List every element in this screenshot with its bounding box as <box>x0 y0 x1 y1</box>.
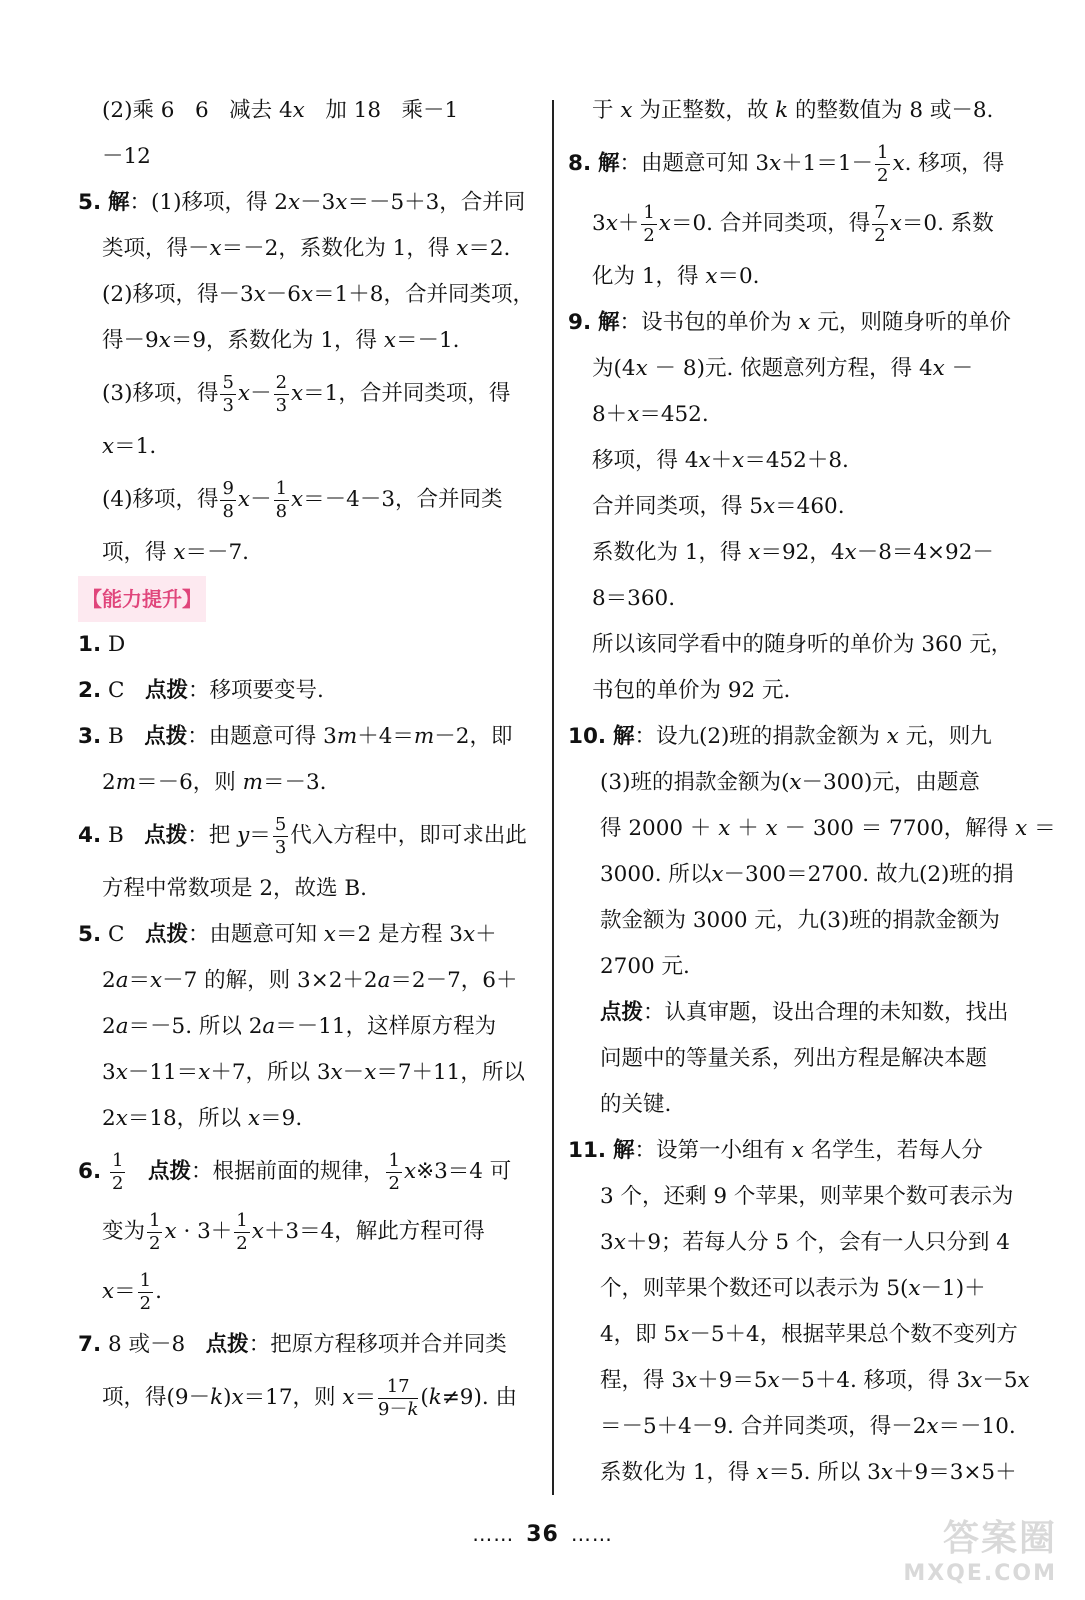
answer-1: 1. D <box>78 632 126 657</box>
q10-line: 10. 解：设九(2)班的捐款金额为 x 元，则九 <box>568 724 992 749</box>
text-line: 为(4x － 8)元. 依题意列方程，得 4x － <box>592 356 974 381</box>
watermark-logo <box>903 1510 1057 1586</box>
answer-5: 5. C 点拨：由题意可知 x＝2 是方程 3x＋ <box>78 922 497 947</box>
section-heading: 【能力提升】 <box>78 576 548 622</box>
text-line: 移项，得 4x＋x＝452＋8. <box>592 448 849 473</box>
text-line: 款金额为 3000 元，九(3)班的捐款金额为 <box>600 908 1000 933</box>
text-line: 项，得(9－k)x＝17，则 x＝ $\frac{17}{9-k}$ (k≠9). 由 <box>102 1375 518 1420</box>
answer-3: 3. B 点拨：由题意可得 3m＋4＝m－2，即 <box>78 724 513 749</box>
text-line: 3x－11＝x＋7，所以 3x－x＝7＋11，所以 <box>102 1060 525 1085</box>
text-line: 方程中常数项是 2，故选 B. <box>102 876 367 901</box>
text-line: 书包的单价为 92 元. <box>592 678 791 703</box>
text-line: 点拨：认真审题，设出合理的未知数，找出 <box>600 1000 1009 1025</box>
text-line: 变为 $\frac{1}{2}$ x · 3＋ $\frac{1}{2}$ x＋3＝4，解此方程可得 <box>102 1209 485 1254</box>
text-line: 3000. 所以x－300＝2700. 故九(2)班的捐 <box>600 862 1014 887</box>
answer-4: 4. B 点拨：把 y＝ $\frac{5}{3}$ 代入方程中，即可求出此 <box>78 813 527 858</box>
footer-dots: …… <box>472 1522 515 1546</box>
answer-2: 2. C 点拨：移项要变号. <box>78 678 324 703</box>
text-line: 2a＝－5. 所以 2a＝－11，这样原方程为 <box>102 1014 497 1039</box>
text-line: (4)移项，得 $\frac{9}{8}$ x－ $\frac{1}{8}$ x＝－4－3，合并同类 <box>102 477 503 522</box>
text-line: 2700 元. <box>600 954 690 979</box>
text-line: 类项，得－x＝－2，系数化为 1，得 x＝2. <box>102 236 511 261</box>
text-line: 2m＝－6，则 m＝－3. <box>102 770 327 795</box>
watermark-url: MXQE.COM <box>903 1561 1057 1586</box>
text-line: (3)班的捐款金额为(x－300)元，由题意 <box>600 770 980 795</box>
right-column <box>568 88 1056 1496</box>
q8-line: 8. 解：由题意可知 3x＋1＝1－ $\frac{1}{2}$ x. 移项，得 <box>568 141 1005 186</box>
text-line: 3x＋ $\frac{1}{2}$ x＝0. 合并同类项，得 $\frac{7}{2}$ x＝0. 系数 <box>592 201 994 246</box>
text-line: 程，得 3x＋9＝5x－5＋4. 移项，得 3x－5x <box>600 1368 1030 1393</box>
column-divider <box>552 100 554 1495</box>
text-line: 于 x 为正整数，故 k 的整数值为 8 或－8. <box>592 98 994 123</box>
q5-line: 5. 解：(1)移项，得 2x－3x＝－5＋3，合并同 <box>78 190 526 215</box>
left-column <box>78 88 548 1428</box>
text-line: 得－9x＝9，系数化为 1，得 x＝－1. <box>102 328 460 353</box>
footer-dots: …… <box>570 1522 613 1546</box>
text-line: 8＋x＝452. <box>592 402 709 427</box>
text-line: 3x＋9；若每人分 5 个，会有一人只分到 4 <box>600 1230 1010 1255</box>
q11-line: 11. 解：设第一小组有 x 名学生，若每人分 <box>568 1138 983 1163</box>
text-line: 得 2000 ＋ x ＋ x － 300 ＝ 7700，解得 x ＝ <box>600 816 1056 841</box>
text-line: 所以该同学看中的随身听的单价为 360 元， <box>592 632 1013 657</box>
text-line: (2)乘 6 6 减去 4x 加 18 乘－1 <box>102 98 459 123</box>
q9-line: 9. 解：设书包的单价为 x 元，则随身听的单价 <box>568 310 1011 335</box>
text-line: x＝1. <box>102 434 157 459</box>
text-line: 个，则苹果个数还可以表示为 5(x－1)＋ <box>600 1276 986 1301</box>
text-line: 化为 1，得 x＝0. <box>592 264 760 289</box>
text-line: 系数化为 1，得 x＝92，4x－8＝4×92－ <box>592 540 994 565</box>
text-line: 8＝360. <box>592 586 676 611</box>
text-line: 2x＝18，所以 x＝9. <box>102 1106 303 1131</box>
watermark-text: 答案圈 <box>942 1518 1057 1559</box>
text-line: 2a＝x－7 的解，则 3×2＋2a＝2－7，6＋ <box>102 968 518 993</box>
text-line: 系数化为 1，得 x＝5. 所以 3x＋9＝3×5＋ <box>600 1460 1017 1485</box>
text-line: (2)移项，得－3x－6x＝1＋8，合并同类项， <box>102 282 534 307</box>
text-line: －12 <box>102 144 151 169</box>
page-number: 36 <box>526 1522 559 1547</box>
text-line: x＝ $\frac{1}{2}$ . <box>102 1269 162 1314</box>
text-line: (3)移项，得 $\frac{5}{3}$ x－ $\frac{2}{3}$ x＝1，合并同类项，得 <box>102 371 511 416</box>
text-line: 的关键. <box>600 1092 672 1117</box>
text-line: 项，得 x＝－7. <box>102 540 249 565</box>
text-line: 合并同类项，得 5x＝460. <box>592 494 845 519</box>
text-line: ＝－5＋4－9. 合并同类项，得－2x＝－10. <box>600 1414 1016 1439</box>
answer-7: 7. 8 或－8 点拨：把原方程移项并合并同类 <box>78 1332 507 1357</box>
answer-6: 6. $\frac{1}{2}$ 点拨：根据前面的规律， $\frac{1}{2}$ x※3＝4 可 <box>78 1149 512 1194</box>
text-line: 4，即 5x－5＋4，根据苹果总个数不变列方 <box>600 1322 1018 1347</box>
text-line: 问题中的等量关系，列出方程是解决本题 <box>600 1046 988 1071</box>
text-line: 3 个，还剩 9 个苹果，则苹果个数可表示为 <box>600 1184 1014 1209</box>
